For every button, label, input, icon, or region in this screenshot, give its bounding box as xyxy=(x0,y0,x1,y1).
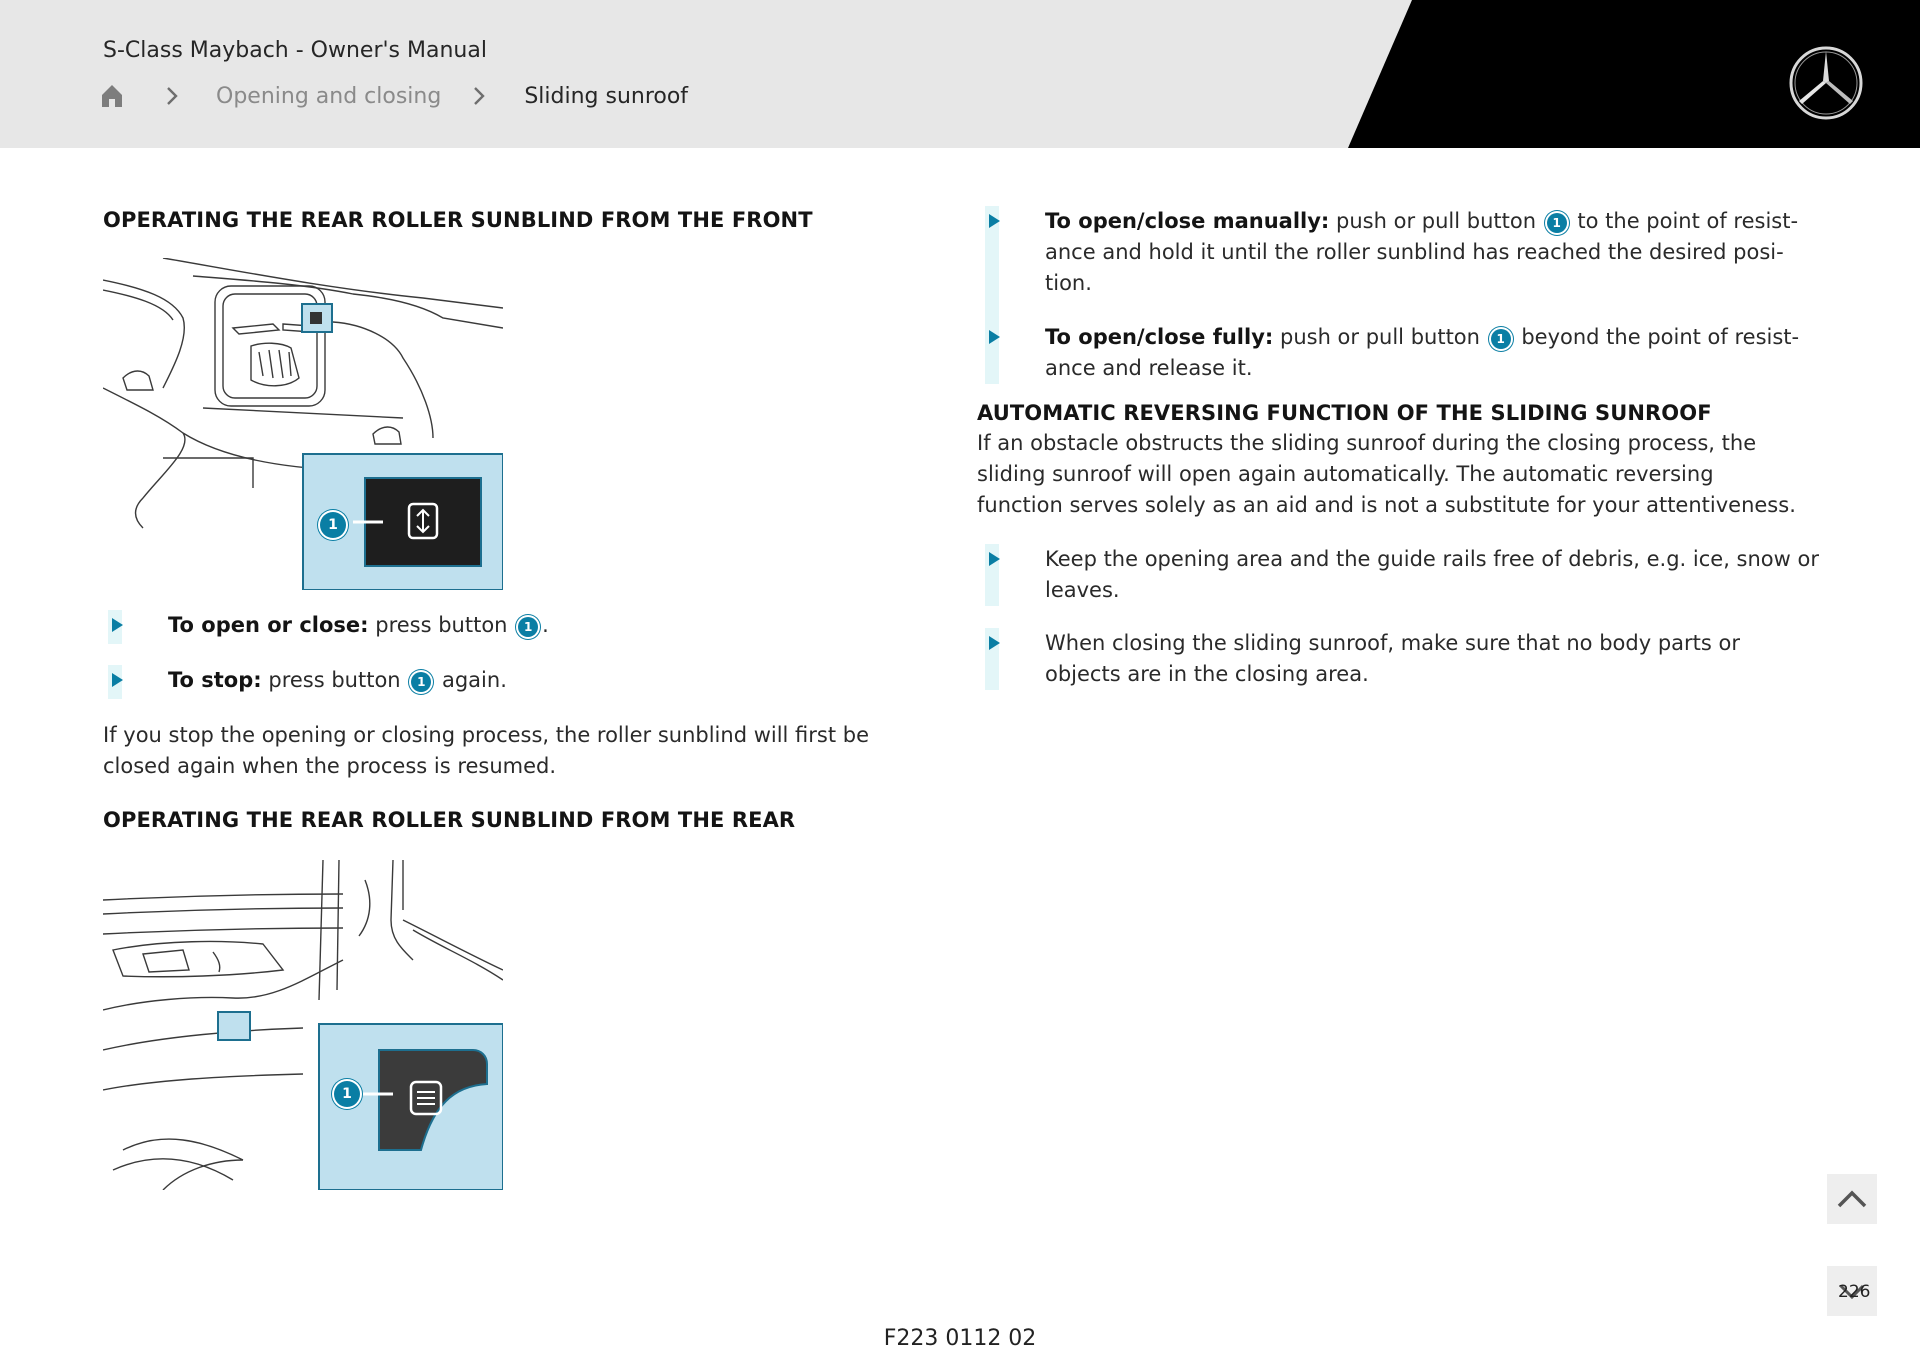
bullet-open-close-manually xyxy=(985,206,1805,322)
breadcrumb-current: Sliding sunroof xyxy=(524,83,689,109)
bullet-text-line2: leaves. xyxy=(1045,578,1120,602)
breadcrumb xyxy=(100,80,688,112)
bullet-text-line1: Keep the opening area and the guide rails free of debris, e.g. ice, snow or xyxy=(1045,547,1819,571)
stop-note-paragraph: If you stop the opening or closing process, the roller sunblind will first be closed again when the process is resumed. xyxy=(103,723,870,778)
bullet-label: To open/close manually: xyxy=(1045,209,1330,233)
callout-number-front: 1 xyxy=(320,512,346,538)
bullet-arrow-icon xyxy=(989,636,1000,650)
heading-front-operation: OPERATING THE REAR ROLLER SUNBLIND FROM THE FRONT xyxy=(103,208,813,232)
chevron-right-icon xyxy=(164,85,180,107)
bullet-text-line2: objects are in the closing area. xyxy=(1045,662,1369,686)
image-reference-code: F223 0112 02 xyxy=(883,1326,1037,1351)
bullet-text-line1: When closing the sliding sunroof, make sure that no body parts or xyxy=(1045,631,1740,655)
heading-rear-operation: OPERATING THE REAR ROLLER SUNBLIND FROM THE REAR xyxy=(103,808,796,832)
bullet-arrow-icon xyxy=(989,214,1000,228)
bullet-text-end: again. xyxy=(441,668,507,692)
home-icon[interactable] xyxy=(100,83,126,109)
bullet-label: To open/close fully: xyxy=(1045,325,1274,349)
callout-number: 1 xyxy=(518,617,538,637)
mercedes-star-logo xyxy=(1788,45,1864,121)
bullet-text: press button xyxy=(375,613,508,637)
heading-auto-reversing: AUTOMATIC REVERSING FUNCTION OF THE SLIDING SUNROOF xyxy=(977,401,1712,425)
breadcrumb-link-opening-closing[interactable]: Opening and closing xyxy=(216,83,442,109)
bullet-arrow-icon xyxy=(112,673,123,687)
bullet-text: press button xyxy=(268,668,401,692)
bullet-text-line2: ance and hold it until the roller sunblind has reached the desired posi- xyxy=(1045,240,1784,264)
bullet-no-body-parts xyxy=(985,628,1805,690)
bullet-text-line2: ance and release it. xyxy=(1045,356,1253,380)
chevron-right-icon xyxy=(471,85,487,107)
scroll-up-button[interactable] xyxy=(1827,1174,1877,1224)
chevron-up-icon xyxy=(1827,1174,1877,1224)
bullet-arrow-icon xyxy=(989,330,1000,344)
callout-number: 1 xyxy=(1547,213,1567,233)
bullet-text: push or pull button xyxy=(1279,325,1480,349)
bullet-arrow-icon xyxy=(989,552,1000,566)
rear-control-illustration xyxy=(103,860,503,1190)
callout-number: 1 xyxy=(1491,329,1511,349)
front-control-illustration xyxy=(103,258,503,590)
auto-reversing-paragraph: If an obstacle obstructs the sliding sunroof during the closing process, the sliding sunroof will open again automatically. The automatic reversing function serves solely as an aid and is not a substitute for your attentiveness. xyxy=(977,431,1796,517)
bullet-open-close-fully xyxy=(985,322,1805,384)
callout-number-rear: 1 xyxy=(334,1081,360,1107)
bullet-text: push or pull button xyxy=(1336,209,1537,233)
bullet-text-end: to the point of resist- xyxy=(1577,209,1799,233)
bullet-label: To stop: xyxy=(168,668,262,692)
bullet-text-line3: tion. xyxy=(1045,271,1092,295)
bullet-text-end: . xyxy=(542,613,549,637)
document-title: S-Class Maybach - Owner's Manual xyxy=(103,38,487,63)
bullet-keep-clear xyxy=(985,544,1819,606)
header-black-block xyxy=(0,0,1920,148)
bullet-open-close xyxy=(108,610,868,644)
bullet-arrow-icon xyxy=(112,618,123,632)
page-number: 226 xyxy=(1838,1282,1871,1302)
bullet-stop xyxy=(108,665,868,699)
bullet-text-end: beyond the point of resist- xyxy=(1521,325,1800,349)
callout-number: 1 xyxy=(411,672,431,692)
bullet-label: To open or close: xyxy=(168,613,369,637)
